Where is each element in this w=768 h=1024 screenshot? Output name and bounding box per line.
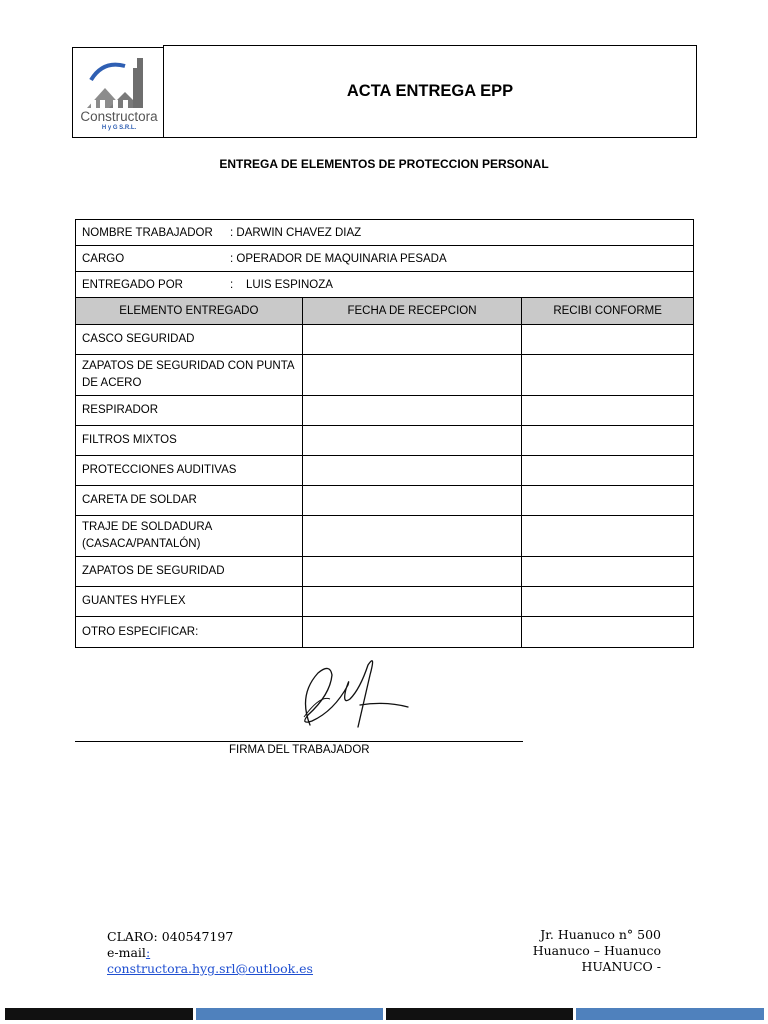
table-row (76, 396, 694, 426)
table-header-row (76, 298, 694, 325)
logo-subtext: H y G S.R.L. (101, 125, 137, 131)
table-row (76, 426, 694, 456)
item-cell: TRAJE DE SOLDADURA (CASACA/PANTALÓN) (76, 516, 303, 557)
item-cell: CASCO SEGURIDAD (76, 325, 303, 355)
signature-cell[interactable] (522, 426, 694, 456)
footer-bar-blue (576, 1008, 764, 1020)
signature-cell[interactable] (522, 587, 694, 617)
position-value: : OPERADOR DE MAQUINARIA PESADA (230, 252, 447, 265)
signature-cell[interactable] (522, 396, 694, 426)
signature-cell[interactable] (522, 355, 694, 396)
company-logo (72, 47, 164, 138)
position-label: CARGO (82, 252, 125, 265)
footer-contact (107, 929, 313, 977)
footer-bar-dark (386, 1008, 573, 1020)
signature-cell[interactable] (522, 516, 694, 557)
column-header-received: RECIBI CONFORME (522, 298, 694, 325)
signature-cell[interactable] (522, 456, 694, 486)
handwritten-signature (290, 655, 415, 735)
table-row (76, 325, 694, 355)
worker-label: NOMBRE TRABAJADOR (82, 226, 213, 239)
signature-cell[interactable] (522, 557, 694, 587)
table-row (76, 516, 694, 557)
footer-bar-blue (196, 1008, 383, 1020)
date-cell[interactable] (302, 456, 522, 486)
footer-bar-dark (5, 1008, 193, 1020)
date-cell[interactable] (302, 617, 522, 648)
delivered-by-value: : LUIS ESPINOZA (230, 278, 333, 291)
footer-color-bars (0, 1008, 768, 1020)
email-label: e-mail (107, 945, 146, 960)
item-cell: GUANTES HYFLEX (76, 587, 303, 617)
column-header-date: FECHA DE RECEPCION (302, 298, 522, 325)
info-row-delivered-by (76, 272, 694, 298)
table-row (76, 557, 694, 587)
item-cell: PROTECCIONES AUDITIVAS (76, 456, 303, 486)
delivered-by-label: ENTREGADO POR (82, 278, 183, 291)
address-line-3: HUANUCO - (581, 959, 661, 974)
signature-line (75, 741, 523, 742)
date-cell[interactable] (302, 486, 522, 516)
date-cell[interactable] (302, 355, 522, 396)
worker-value: : DARWIN CHAVEZ DIAZ (230, 226, 362, 239)
item-cell: CARETA DE SOLDAR (76, 486, 303, 516)
table-row (76, 617, 694, 648)
signature-cell[interactable] (522, 325, 694, 355)
signature-caption: FIRMA DEL TRABAJADOR (229, 744, 370, 756)
table-row (76, 355, 694, 396)
table-row (76, 456, 694, 486)
item-cell: ZAPATOS DE SEGURIDAD (76, 557, 303, 587)
logo-text: Constructora (80, 109, 158, 124)
footer-address (533, 927, 661, 975)
date-cell[interactable] (302, 587, 522, 617)
item-cell: OTRO ESPECIFICAR: (76, 617, 303, 648)
title-box (163, 45, 697, 138)
page-title: ACTA ENTREGA EPP (346, 82, 514, 100)
item-cell: ZAPATOS DE SEGURIDAD CON PUNTA DE ACERO (76, 355, 303, 396)
column-header-element: ELEMENTO ENTREGADO (76, 298, 303, 325)
address-line-1: Jr. Huanuco n° 500 (540, 927, 661, 942)
item-cell: FILTROS MIXTOS (76, 426, 303, 456)
document-subtitle: ENTREGA DE ELEMENTOS DE PROTECCION PERSONAL (219, 157, 549, 171)
address-line-2: Huanuco – Huanuco (532, 943, 661, 958)
email-link[interactable]: constructora.hyg.srl@outlook.es (107, 961, 313, 976)
signature-cell[interactable] (522, 486, 694, 516)
table-row (76, 486, 694, 516)
email-colon: : (145, 945, 151, 960)
epp-table (75, 219, 694, 648)
info-row-position (76, 246, 694, 272)
signature-cell[interactable] (522, 617, 694, 648)
date-cell[interactable] (302, 396, 522, 426)
date-cell[interactable] (302, 325, 522, 355)
date-cell[interactable] (302, 516, 522, 557)
date-cell[interactable] (302, 426, 522, 456)
info-row-worker (76, 220, 694, 246)
footer-email-label-line (107, 945, 313, 961)
table-row (76, 587, 694, 617)
date-cell[interactable] (302, 557, 522, 587)
item-cell: RESPIRADOR (76, 396, 303, 426)
footer-phone: CLARO: 040547197 (107, 929, 234, 944)
